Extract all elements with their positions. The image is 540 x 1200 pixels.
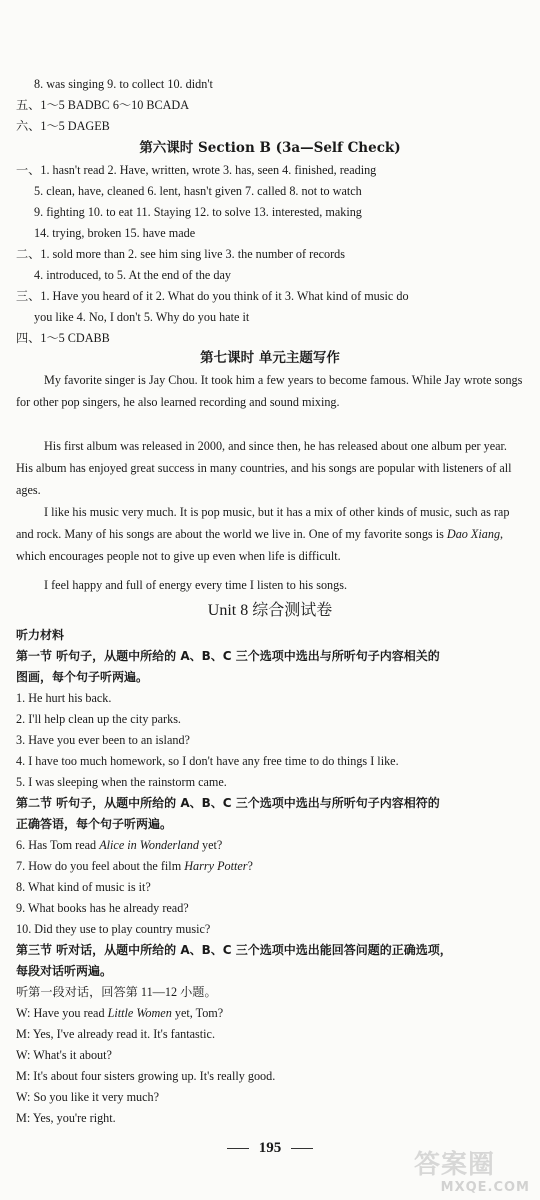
item-text: 7. How do you feel about the film bbox=[16, 859, 185, 873]
section-heading: 第六课时 Section B (3a—Self Check) bbox=[139, 140, 401, 156]
essay-paragraph bbox=[16, 502, 526, 567]
watermark-logo bbox=[414, 1150, 534, 1198]
essay-text: , which encourages people not to give up even when life is difficult. bbox=[16, 526, 504, 563]
essay-paragraph: His first album was released in 2000, and since then, he has released about one album per year. His album has enjoyed great success in many countries, and his songs are popular with listeners of all ages. bbox=[16, 439, 512, 497]
item-text: yet? bbox=[198, 838, 223, 852]
dialogue-line bbox=[16, 1003, 526, 1024]
section-heading: 第七课时 单元主题写作 bbox=[200, 350, 340, 366]
listening-item: 3. Have you ever been to an island? bbox=[16, 733, 190, 747]
essay-text: I like his music very much. It is pop music, but it has a mix of other kinds of music, such as rap and rock. Many of his songs are about the world we live in. One of my favorite songs is bbox=[16, 505, 510, 541]
answer-line: you like 4. No, I don't 5. Why do you hate it bbox=[34, 310, 250, 324]
answer-line: 四、1～5 CDABB bbox=[16, 331, 110, 345]
dialogue-line: M: It's about four sisters growing up. It's really good. bbox=[16, 1069, 276, 1083]
dialogue-line: M: Yes, you're right. bbox=[16, 1111, 116, 1125]
watermark-url: MXQE.COM bbox=[440, 1180, 530, 1195]
answer-line: 二、1. sold more than 2. see him sing live 3. the number of records bbox=[16, 247, 345, 261]
listening-item: 9. What books has he already read? bbox=[16, 901, 189, 915]
instruction: 第一节 听句子，从题中所给的 A、B、C 三个选项中选出与所听句子内容相关的 bbox=[16, 649, 440, 663]
dialogue-line: M: Yes, I've already read it. It's fantastic. bbox=[16, 1027, 215, 1041]
listening-item bbox=[16, 856, 526, 877]
answer-line: 三、1. Have you heard of it 2. What do you think of it 3. What kind of music do bbox=[16, 289, 409, 303]
instruction: 第三节 听对话，从题中所给的 A、B、C 三个选项中选出能回答问题的正确选项， bbox=[16, 943, 452, 957]
dialogue-intro: 听第一段对话，回答第 11—12 小题。 bbox=[16, 985, 217, 999]
page-number-value: 195 bbox=[258, 1140, 282, 1156]
listening-item: 2. I'll help clean up the city parks. bbox=[16, 712, 181, 726]
listening-item: 5. I was sleeping when the rainstorm came. bbox=[16, 775, 227, 789]
instruction: 每段对话听两遍。 bbox=[16, 964, 113, 978]
answer-line: 五、1～5 BADBC 6～10 BCADA bbox=[16, 98, 190, 112]
instruction: 正确答语，每个句子听两遍。 bbox=[16, 817, 173, 831]
subsection-label: 听力材料 bbox=[16, 628, 65, 642]
item-text: ? bbox=[247, 859, 253, 873]
dialogue-text: yet, Tom? bbox=[171, 1006, 224, 1020]
listening-item: 1. He hurt his back. bbox=[16, 691, 112, 705]
dialogue-line: W: So you like it very much? bbox=[16, 1090, 160, 1104]
page-number-dash bbox=[227, 1148, 249, 1149]
watermark-text: 答案圈 bbox=[414, 1150, 496, 1180]
answer-line: 9. fighting 10. to eat 11. Staying 12. to solve 13. interested, making bbox=[34, 205, 362, 219]
page-number-dash bbox=[291, 1148, 313, 1149]
essay-paragraph: My favorite singer is Jay Chou. It took him a few years to become famous. While Jay wrote songs for other pop singers, he also learned recording and sound mixing. bbox=[16, 373, 523, 409]
dialogue-text: W: Have you read bbox=[16, 1006, 108, 1020]
listening-item: 8. What kind of music is it? bbox=[16, 880, 151, 894]
film-title: Harry Potter bbox=[184, 859, 248, 873]
instruction: 第二节 听句子，从题中所给的 A、B、C 三个选项中选出与所听句子内容相符的 bbox=[16, 796, 440, 810]
unit-title: Unit 8 综合测试卷 bbox=[207, 602, 333, 619]
answer-line: 14. trying, broken 15. have made bbox=[34, 226, 196, 240]
answer-line: 六、1～5 DAGEB bbox=[16, 119, 110, 133]
song-title: Dao Xiang bbox=[446, 526, 501, 541]
listening-item: 4. I have too much homework, so I don't have any free time to do things I like. bbox=[16, 754, 399, 768]
listening-item: 10. Did they use to play country music? bbox=[16, 922, 211, 936]
answer-line: 一、1. hasn't read 2. Have, written, wrote 3. has, seen 4. finished, reading bbox=[16, 163, 377, 177]
instruction: 图画，每个句子听两遍。 bbox=[16, 670, 149, 684]
answer-line: 8. was singing 9. to collect 10. didn't bbox=[34, 77, 213, 91]
dialogue-line: W: What's it about? bbox=[16, 1048, 112, 1062]
essay-paragraph: I feel happy and full of energy every time I listen to his songs. bbox=[44, 578, 348, 592]
listening-item bbox=[16, 835, 526, 856]
answer-line: 4. introduced, to 5. At the end of the day bbox=[34, 268, 231, 282]
answer-line: 5. clean, have, cleaned 6. lent, hasn't given 7. called 8. not to watch bbox=[34, 184, 362, 198]
item-text: 6. Has Tom read bbox=[16, 838, 100, 852]
book-title: Little Women bbox=[107, 1006, 172, 1020]
book-title: Alice in Wonderland bbox=[99, 838, 199, 852]
